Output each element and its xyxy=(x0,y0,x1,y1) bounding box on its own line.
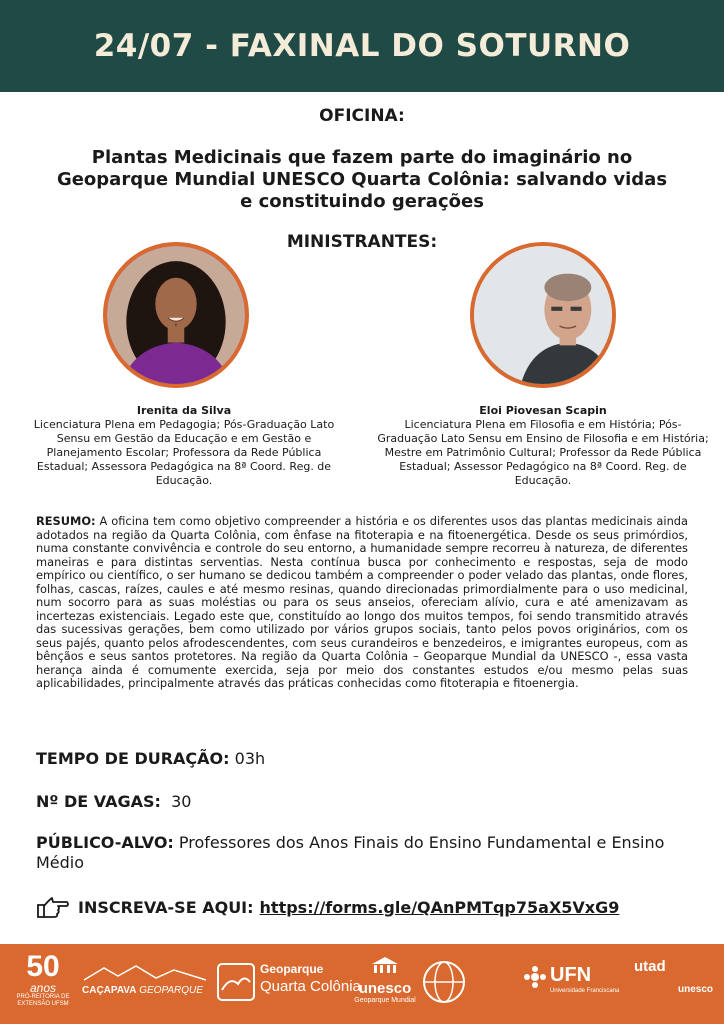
footer-logos xyxy=(0,944,724,1024)
ufn-logo xyxy=(524,962,624,1006)
duracao-value: 03h xyxy=(229,749,266,768)
photo-eloi xyxy=(470,242,616,388)
ministrantes-label: MINISTRANTES: xyxy=(286,232,438,252)
logo-subtext: Geoparque Mundial xyxy=(354,997,416,1004)
mountain-icon xyxy=(82,964,208,982)
pointing-hand-icon xyxy=(36,893,70,921)
inscricao-label: INSCREVA-SE AQUI: xyxy=(78,897,254,917)
unesco-temple-icon xyxy=(370,956,400,976)
ministrante-card-1 xyxy=(28,404,340,488)
vagas-value: 30 xyxy=(160,792,192,811)
logo-number: 50 xyxy=(26,950,60,983)
logo-subtext: unesco xyxy=(678,984,714,995)
logo-text: Geoparque xyxy=(260,962,324,976)
logo-text: CAÇAPAVA xyxy=(82,985,137,996)
ministrante-card-2 xyxy=(376,404,710,488)
utad-unesco-logo xyxy=(630,954,718,1014)
duracao-label: TEMPO DE DURAÇÃO: xyxy=(36,749,230,768)
header-banner xyxy=(0,0,724,92)
ministrante-bio: Licenciatura Plena em Pedagogia; Pós-Graduação Lato Sensu em Gestão da Educação e em Gestão e Planejamento Escolar; Professora da Rede Pública Estadual; Assessora Pedagógica na 8ª Coord. Reg. de Educação. xyxy=(33,418,335,487)
geoparque-emblem-icon xyxy=(216,962,256,1002)
oficina-label: OFICINA: xyxy=(319,106,405,126)
inscricao-line xyxy=(36,893,619,921)
photo-irenita xyxy=(103,242,249,388)
resumo-text: A oficina tem como objetivo compreender a história e os diferentes usos das plantas medicinais ainda adotados na região da Quarta Colônia, com ênfase na fitoterapia e na fitoenergética. Desde os seus primórdios, numa constante convivência e controle do seu entorno, a humanidade sempre recorreu à natureza, de diferentes maneiras e para distintas serventias. Nesta contínua busca por conhecimento e respostas, seja de modo empírico ou científico, o ser humano se dedicou também a compreender o poder velado das plantas, onde flores, folhas, cascas, raízes, caules e até mesmo resinas, quando direcionadas primordialmente para o uso medicinal, num socorro para as suas moléstias ou para os seus anseios, ofereciam alívio, cura e até amenizavam as incertezas existenciais. Legado este que, constituído ao longo dos muitos tempos, foi sendo transmitido através das sucessivas gerações, bem como utilizado por vários grupos sociais, tanto pelos povos originários, com os seus pajés, quanto pelos afrodescendentes, com seus curandeiros e benzedeiros, e imigrantes europeus, com as bênçãos e seus santos protetores. Na região da Quarta Colônia – Geoparque Mundial da UNESCO -, essa vasta herança ainda é comumente exercida, seja por meio dos constantes estudos e/ou mesmo pelas suas aplicabilidades, principalmente através das práticas conhecidas como fitoterapia e fitoenergia. xyxy=(36,514,688,690)
ministrante-name: Irenita da Silva xyxy=(136,404,232,417)
logo-text: utad xyxy=(634,958,666,975)
ufn-flower-icon xyxy=(524,966,546,988)
duracao-line xyxy=(36,749,265,769)
logo-text: unesco xyxy=(358,980,412,997)
geoparque-quarta-colonia-logo xyxy=(216,958,361,1008)
page-title: 24/07 - FAXINAL DO SOTURNO xyxy=(93,28,631,64)
logo-text: PRÓ-REITORIA DE EXTENSÃO UFSM xyxy=(16,994,70,1007)
global-geoparks-logo xyxy=(420,958,516,1010)
resumo-paragraph xyxy=(36,515,688,691)
globe-icon xyxy=(420,958,468,1006)
logo-script: anos xyxy=(29,981,57,995)
unesco-logo xyxy=(354,956,416,1012)
ministrante-name: Eloi Piovesan Scapin xyxy=(479,404,607,417)
logo-subtext: GEOPARQUE xyxy=(139,985,203,996)
resumo-label: RESUMO: xyxy=(36,514,96,528)
publico-label: PÚBLICO-ALVO: xyxy=(36,833,174,852)
logo-subtext: Universidade Franciscana xyxy=(550,988,620,994)
cacapava-geoparque-logo xyxy=(82,964,208,1004)
publico-value: Professores dos Anos Finais do Ensino Fundamental e Ensino Médio xyxy=(36,833,665,872)
inscricao-link[interactable]: https://forms.gle/QAnPMTqp75aX5VxG9 xyxy=(259,897,620,917)
publico-line xyxy=(36,833,696,873)
ministrante-bio: Licenciatura Plena em Filosofia e em História; Pós-Graduação Lato Sensu em Ensino de Filosofia e em História; Mestre em Patrimônio Cultural; Professor da Rede Pública Estadual; Assessor Pedagógico na 8ª Coord. Reg. de Educação. xyxy=(377,418,709,487)
woman-portrait-icon xyxy=(107,246,245,384)
logo-subtext: Quarta Colônia xyxy=(260,978,361,995)
vagas-label: Nº DE VAGAS: xyxy=(36,792,161,811)
logo-text: UFN xyxy=(550,964,592,986)
vagas-line xyxy=(36,792,191,812)
ufsm-50-anos-logo xyxy=(14,952,72,1016)
man-portrait-icon xyxy=(474,246,612,384)
workshop-title: Plantas Medicinais que fazem parte do imaginário no Geoparque Mundial UNESCO Quarta Colônia: salvando vidas e constituindo gerações xyxy=(56,147,668,212)
